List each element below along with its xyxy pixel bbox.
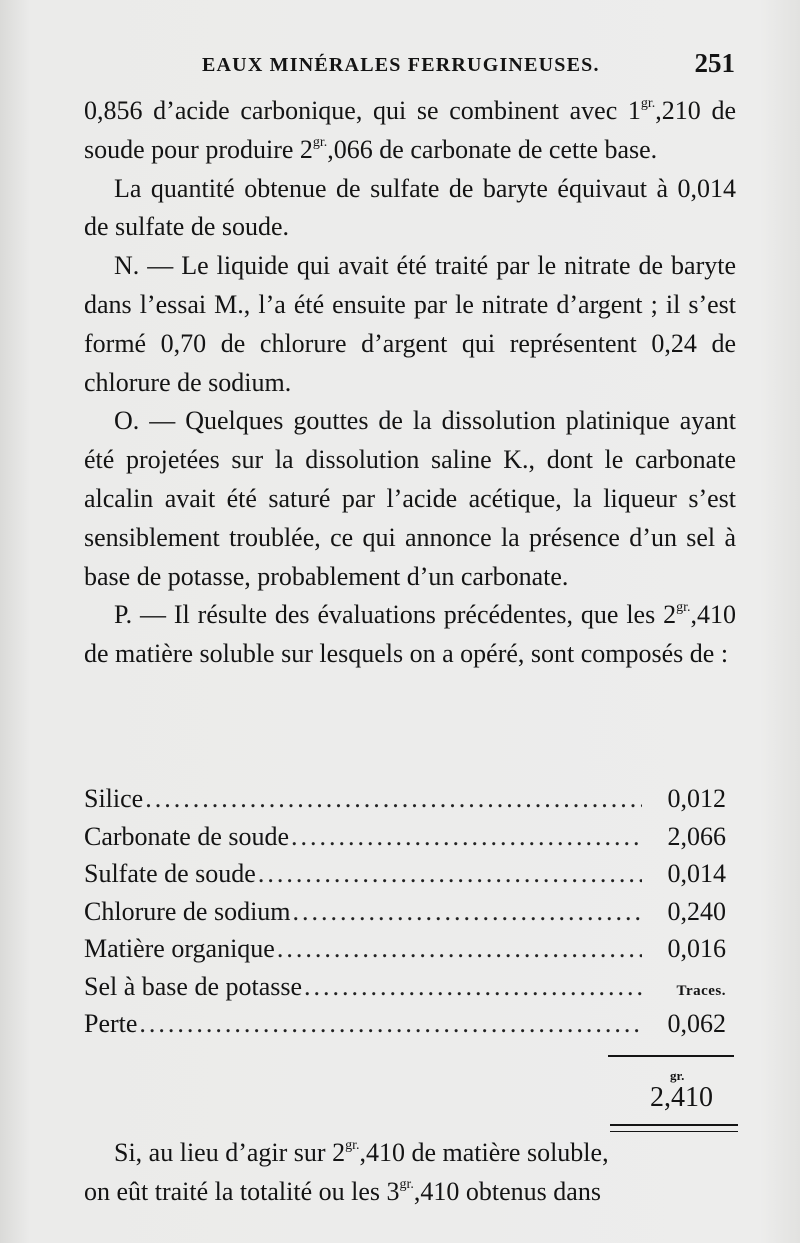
leader-dots	[258, 859, 642, 889]
total-unit: gr.	[670, 1068, 685, 1083]
leader-dots	[277, 934, 642, 964]
row-label: Carbonate de soude	[84, 821, 290, 851]
composition-table	[84, 784, 726, 1047]
row-value: Traces.	[676, 982, 726, 999]
total-double-rule	[610, 1124, 738, 1132]
page-header	[80, 48, 735, 84]
table-row	[84, 822, 726, 860]
leader-dots	[293, 897, 642, 927]
sum-rule	[608, 1055, 734, 1057]
table-row	[84, 897, 726, 935]
paragraph-carbonate: 0,856 d’acide carbonique, qui se combinent avec $1^{gr.},210$ de soude pour produire $2^{gr.},066$ de carbonate de cette base.	[84, 96, 736, 164]
paragraph-p: P. — Il résulte des évaluations précédentes, que les $2^{gr.},410$ de matière soluble sur lesquels on a opéré, sont composés de :	[84, 600, 736, 669]
table-row	[84, 784, 726, 822]
page-number: 251	[694, 48, 735, 78]
closing-text	[84, 1134, 742, 1212]
row-label: Silice	[84, 784, 144, 813]
paragraph-n: N. — Le liquide qui avait été traité par le nitrate de baryte dans l’essai M., l’a été ensuite par le nitrate d’argent ; il s’est formé 0,70 de chlorure d’argent qui représentent 0,24 de chlorure de sodium.	[84, 251, 736, 397]
paragraph-sulfate: La quantité obtenue de sulfate de baryte équivaut à 0,014 de sulfate de soude.	[84, 173, 736, 242]
row-label: Matière organique	[84, 934, 275, 963]
row-value: 0,240	[667, 896, 726, 926]
row-value: 0,062	[667, 1009, 726, 1038]
leader-dots	[139, 1009, 642, 1039]
table-row	[84, 934, 726, 972]
row-value: 0,012	[667, 784, 726, 813]
paragraph-o: O. — Quelques gouttes de la dissolution platinique ayant été projetées sur la dissolution saline K., dont le carbonate alcalin avait été saturé par l’acide acétique, la liqueur s’est sensiblement troublée, ce qui annonce la présence d’un sel à base de potasse, probablement d’un carbonate.	[84, 406, 736, 591]
leader-dots	[304, 972, 642, 1002]
row-label: Sel à base de potasse	[84, 971, 303, 1001]
row-label: Sulfate de soude	[84, 859, 256, 888]
row-label: Perte	[84, 1009, 138, 1038]
row-value: 0,014	[667, 859, 726, 888]
table-row	[84, 1009, 726, 1047]
running-title: EAUX MINÉRALES FERRUGINEUSES.	[202, 54, 600, 76]
row-label: Chlorure de sodium	[84, 896, 291, 926]
total-value: 2,410	[650, 1082, 713, 1113]
paragraph-si: Si, au lieu d’agir sur $2^{gr.},410$ de matière soluble, on eût traité la totalité ou les $3^{gr.},410$ obtenus dans	[84, 1138, 609, 1206]
leader-dots	[145, 784, 642, 814]
body-text	[84, 92, 736, 674]
leader-dots	[291, 822, 642, 852]
table-row	[84, 859, 726, 897]
row-value: 2,066	[667, 821, 726, 851]
table-row	[84, 972, 726, 1010]
row-value: 0,016	[667, 934, 726, 963]
